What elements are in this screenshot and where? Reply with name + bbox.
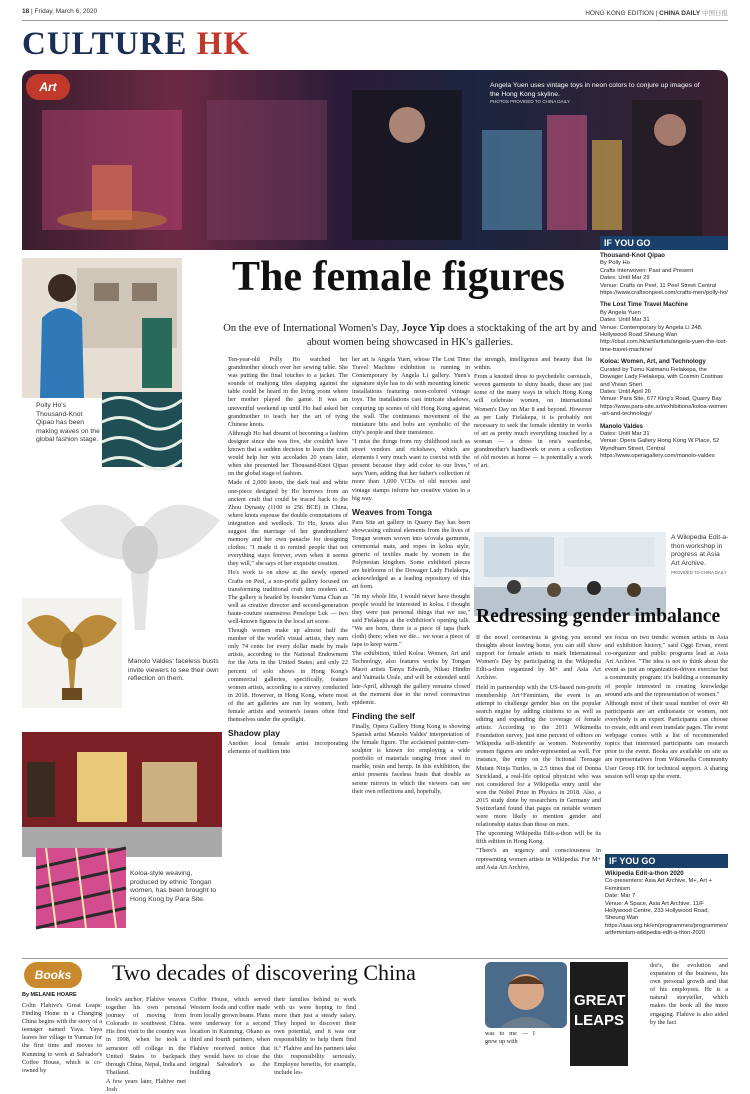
para: From a knotted dress to psychedelic carousels, woven garments to shiny heads, these are just some of the many ways in which Hong Kong will celebrate women, on International Women's Day on Mar 8 and beyond. However as per Lady Fielakepa, it is probably not necessary to seek the female identity in works of art as pretty much everything touched by a woman — a dress in one's wardrobe, grandmother's handiwork or even a collection of old movies at home — is potentially a work of art. [474, 373, 592, 470]
para: book's anchor, Flahive weaves together his own personal journey of moving from Colorado to southwest China. His first visit to the country was in 1998, when he took a semester off college in the United States to backpack through China, Nepal, India and Thailand. [106, 996, 186, 1076]
if-you-go-header: IF YOU GO [600, 236, 728, 250]
gender-col-2 [605, 634, 728, 848]
qipao-pattern [102, 392, 182, 467]
para: Made of 2,000 knots, the dark teal and white one-piece designed by Ho borrows from an ancient craft that could be traced back to the Zhou Dynasty (1100 to 256 BCE) in China, where knots espouse the double connotations of integration and wedlock. To Ho, knots also suggest the marriage of her grandmothers' memory and her own panache for designing clothes: "I made it to remind people that not everything stays forever, even when it seems they will," she says of her exquisite creation. [228, 479, 348, 568]
if-you-go-item: Wikipedia Edit-a-thon 2020 Co-presenters: Asia Art Archive, M+, Art + Feminism Date: Mar 7 Venue: A Space, Asia Art Archive, 11/F Hollywood Centre, 233 Hollywood Road, Sheung Wan https://aaa.org.hk/en/programmes/programmes/artfeminism-wikipedia-edit-a-thon-2020 [605, 870, 728, 937]
para: dor's, the evolution and expansion of the business, his own personal growth and that of his employees. He is a natural storyteller, which makes the book all the more engaging. Flahive is also aided by the fact [650, 962, 728, 1026]
article-headline: The female figures [232, 254, 565, 300]
item-link[interactable]: https://www.para-site.art/exhibitions/koloa-women-art-and-technology/ [600, 403, 728, 418]
paper-name: CHINA DAILY [659, 10, 701, 17]
masthead: 18 | Friday, March 6, 2020 HONG KONG EDITION | CHINA DAILY 中国日报 [22, 8, 728, 17]
caption-valdes: Manolo Valdes' faceless busts invite viewers to see their own reflection on them. [128, 658, 219, 682]
book-cover-title-2: LEAPS [574, 1012, 625, 1029]
gold-bust-illustration [22, 598, 122, 708]
section-accent: HK [196, 26, 250, 62]
books-col-2 [106, 996, 186, 1094]
para: "There's an urgency and consciousness in representing women artists in Wikipedia. For M+ and Asia Art Archive, [476, 847, 601, 871]
gold-bust-photo [22, 598, 122, 708]
author-photo [485, 962, 567, 1028]
deck-author: Joyce Yip [401, 323, 446, 334]
hero-photo [22, 70, 728, 250]
para: Although Ho had dreamt of becoming a fashion designer since she was five, she couldn't have known that a sudden decision to learn the craft would help her win accolades 20 years later, when she presented her Thousand-Knot Qipao on the global stage of fashion. [228, 429, 348, 478]
polly-ho-illustration [22, 258, 182, 398]
books-headline: Two decades of discovering China [112, 960, 416, 985]
koloa-gallery-photo [22, 732, 222, 857]
caption-koloa: Koloa-style weaving, produced by ethnic Tongan women, has been brought to Hong Kong by Para Site. [130, 870, 217, 903]
para: the strength, intelligence and beauty that lie within. [474, 356, 592, 372]
book-cover [570, 962, 628, 1066]
masthead-rule [22, 20, 728, 21]
section-title [22, 25, 250, 63]
para: Para Site art gallery in Quarry Bay has been showcasing cultural elements from the lives of Tongan women woven into ta'ovala garments, ceremonial mats, and ropes in koloa style, generic of textiles made by women in the Polynesian kingdom. Some exhibited pieces are heirlooms of the Dowager Lady Fielakepa, acknowledged as a leading repository of this art form. [352, 518, 470, 591]
para: Ho's work is on show at the newly opened Crafts on Peel, a non-profit gallery focused on transforming traditional craft into modern art. The gallery is headed by founder Yama Chan as well as creative director and second-generation haute-couture seamstress Penelope Luk — two well-known figures in the local art scene. [228, 569, 348, 625]
para: their families behind to work with us were hoping to find more than just a steady salary. They hoped to discover their own potential, and it was our responsibility to help them find it." Flahive and his partners take this responsibility seriously. Employee benefits, for example, include les- [274, 996, 356, 1076]
if-you-go-box-1 [600, 236, 728, 250]
para: we focus on two trends: women artists in Asia and exhibition history," said Oggi Ervan, event co-organizer and public programs lead at Asia Art Archive. "The idea is not to think about the event as just an organization-driven exercise but a community program: it's building a community of people interested in creating knowledge around arts and the representation of women." [605, 634, 728, 698]
art-badge [26, 74, 70, 100]
paper-name-cn: 中国日报 [702, 10, 728, 17]
books-col-6 [650, 962, 728, 1073]
editathon-credit: PROVIDED TO CHINA DAILY [671, 570, 727, 575]
books-col-5 [485, 1030, 535, 1073]
item-link[interactable]: http://cbal.com.hk/art/artists/angela-yuen-the-lost-time-travel-machine/ [600, 339, 728, 353]
para: "In my whole life, I would never have thought people would be interested in koloa. I thought they were just personal things that we use," said Fielakepa at the exhibition's opening talk. "We are born, there is a piece of tapa (bark cloth) there; when we die... we wear a piece of tapa to keep warm." [352, 592, 470, 649]
para: Although most of their usual number of over 40 participants are art enthusiasts or women, not everybody is an expert. Participants can choose to create, edit and even translate pages. The event webpage comes with a list of recommended topics that interested participants can research prior to the event. Books are available on site as are representatives from Wikimedia Community User Group HK for technical support. A sharing session will wrap up the event. [605, 699, 728, 780]
if-you-go-header: IF YOU GO [605, 854, 728, 868]
article-col-2 [352, 356, 470, 956]
article-deck [222, 322, 598, 349]
item-link[interactable]: https://www.craftsonpeel.com/crafts-men/polly-ho/ [600, 290, 728, 297]
subhead-shadow-play: Shadow play [228, 728, 280, 739]
edition-label: HONG KONG EDITION [585, 10, 654, 17]
koloa-weave-pattern [36, 848, 126, 928]
editathon-caption: A Wikipedia Edit-a-thon workshop in progress at Asia Art Archive. [671, 534, 729, 567]
para: Colin Flahive's Great Leaps: Finding Home in a Changing China begins with the story of a teenager named Yaya. Yaya leaves her village in Yunnan for the first time and moves to Kunming to work at Salvador's Coffee House, which is co-owned by [22, 1002, 102, 1074]
para: Held in partnership with the US-based non-profit membership Art+Feminism, the event is an attempt to challenge gender bias on the popular search engine by adding citations to as well as editing and expanding the coverage of female artists. According to the 2011 Wikimedia Foundation survey, just nine percent of editors on Wikipedia self-identify as women. Noteworthy women figures are under-represented as well. For instance, the entry on the fictional Teenage Mutant Ninja Turtles, is 2.5 times that of Donna Strickland, a real-life optical physicist who was not considered for a Wikipedia entry until she won the Nobel Prize in Physics in 2018. Also, a 2015 study done by researchers in Germany and Switzerland found that pages on notable women were more likely to mention gender and relationship status than those on men. [476, 683, 601, 829]
hero-caption-block [490, 82, 700, 104]
item-title: Koloa: Women, Art, and Technology [600, 358, 706, 366]
item-link[interactable]: https://www.operagallery.com/manolo-valdes [600, 453, 715, 460]
item-title: Thousand-Knot Qipao [600, 252, 665, 259]
subhead-finding-self: Finding the self [352, 710, 415, 721]
if-you-go-item: Koloa: Women, Art, and Technology Curated by Tumu Kaimanu Fielakepa, the Dowager Lady Fielakepa, with Cosmin Costinas and Vivian Sheri Dates: Until April 26 Venue: Para Site, 677 King's Road, Quarry Bay https://www.para-site.art/exhibitions/koloa-women-art-and-technology/ [600, 358, 728, 418]
item-title: Manolo Valdes [600, 422, 643, 430]
para: her art is Angela Yuen, whose The Lost Time Travel Machine exhibition is running in Contemporary by Angela Li gallery. Yuen's signature style has to do with mounting kinetic installations featuring neon-colored vintage toys. The installations cast intricate shadows, conjuring up scenes of old Hong Kong against the wall. The continuous movement of the miniature bits and bobs are symbolic of the city's people and their transience. [352, 356, 470, 436]
hero-caption: Angela Yuen uses vintage toys in neon colors to conjure up images of the Hong Kong skyline. [490, 82, 700, 98]
page-number: 18 [22, 8, 30, 15]
item-link[interactable]: https://aaa.org.hk/en/programmes/programmes/artfeminism-wikipedia-edit-a-thon-2020 [605, 922, 728, 937]
para: If the novel coronavirus is giving you second thoughts about leaving home, you can still show support for female artists to mark International Women's Day by participating in the Wikipedia Edit-a-thon organized by M+ and Asia Art Archive. [476, 634, 601, 682]
books-col-1 [22, 1002, 102, 1073]
issue-date: Friday, March 6, 2020 [34, 8, 98, 15]
para: was to me — I grew up with [485, 1030, 535, 1046]
koloa-weave-photo [36, 848, 126, 928]
if-you-go-item: Manolo Valdes Dates: Until Mar 31 Venue: Opera Gallery Hong Kong W Place, 52 Wyndham Street, Central https://www.operagallery.com/manolo-valdes [600, 422, 720, 460]
section-name: CULTURE [22, 26, 188, 62]
para: Coffee House, which served Western foods and coffee made from locally grown beans. Plans were underway for a second location in Kunming. Okano as third and fourth partners, when Flahive received notice that they would have to close the original Salvador's as the building [190, 996, 270, 1076]
if-you-go-item: Thousand-Knot Qipao By Polly Ho Crafts Interwoven: Past and Present Dates: Until Mar 29 Venue: Crafts on Peel, 11 Peel Street Central https://www.craftsonpeel.com/crafts-men/polly-ho/ [600, 252, 728, 297]
para: Another local female artist incorporating elements of tradition into [228, 740, 348, 756]
books-col-3 [190, 996, 270, 1076]
if-you-go-box-2 [605, 854, 728, 954]
para: Though women make up almost half the number of the world's visual artists, they earn only 74 cents for every dollar made by male artists, according to the National Endowment for the Arts in the United States; and only 22 percent of solo shows in Hong Kong's commercial galleries, specifically, feature women artists, according to a survey conducted in 2018. However, in Hong Kong, where most of the art galleries are run by women, both female artists and women's issues often find themselves under the spotlight. [228, 627, 348, 724]
para: Ten-year-old Polly Ho watched her grandmother slouch over her sewing table. She was putting the final touches to a jacket. The sounds of mahjong tiles slapping against the table could be heard in the living room where her mother played the game. It was an uneventful weekend up until Ho had asked her grandmother to teach her the art of tying Chinese knots. [228, 356, 348, 428]
books-col-4 [274, 996, 356, 1076]
author-illustration [485, 962, 567, 1028]
deck-post: does a stocktaking of the art by and about women being showcased in HK's galleries. [306, 323, 597, 348]
books-badge-label: Books [34, 968, 72, 982]
books-byline: By MELANIE HOARE [22, 992, 77, 998]
para: A few years later, Flahive met Josh [106, 1077, 186, 1094]
if-you-go-item: The Lost Time Travel Machine By Angela Yuen Dates: Until Mar 31 Venue: Contemporary by Angela Li 248, Hollywood Road Sheung Wan http://cbal.com.hk/art/artists/angela-yuen-the-lost-time-travel-machine/ [600, 301, 728, 353]
article-col-3 [474, 356, 592, 516]
editathon-caption-block [671, 534, 729, 575]
para: The exhibition, titled Koloa: Women, Art and Technology, also features works by Tongan Maori artists Tanya Edwards, Nikau Hindin and Vaimaila Urale, and will be extended until late-April, although the gallery remains closed at the moment due to the novel coronavirus epidemic. [352, 650, 470, 706]
para: The upcoming Wikipedia Edit-a-thon will be its fifth edition in Hong Kong. [476, 830, 601, 846]
gender-headline: Redressing gender imbalance [476, 606, 721, 627]
art-badge-label: Art [39, 80, 57, 94]
qipao-photo [102, 392, 182, 467]
subhead-weaves-tonga: Weaves from Tonga [352, 506, 432, 517]
koloa-gallery-illustration [22, 732, 222, 857]
books-badge [24, 962, 82, 988]
para: Finally, Opera Gallery Hong Kong is showing Spanish artist Manolo Valdes' interpretation of the female figure. The acclaimed painter-cum-sculptor is known for employing a wide portfolio of materials ranging from steel to marble, resin and hemp. In this exhibition, the artist presents faceless busts that double as serene mirrors in which the viewers can see their own reflections and, hopefully, [352, 722, 470, 795]
item-title: Wikipedia Edit-a-thon 2020 [605, 870, 684, 877]
if-you-go-list-1 [600, 250, 728, 525]
item-title: The Lost Time Travel Machine [600, 301, 688, 309]
deck-pre: On the eve of International Women's Day, [223, 323, 402, 334]
polly-ho-photo [22, 258, 182, 398]
book-cover-title-1: GREAT [574, 992, 626, 1009]
gender-col-1 [476, 634, 601, 956]
hero-credit: PHOTOS PROVIDED TO CHINA DAILY [490, 99, 570, 104]
article-col-1 [228, 356, 348, 956]
caption-polly: Polly Ho's Thousand-Knot Qipao has been making waves on the global fashion stage. [36, 402, 100, 443]
para: "I miss the things from my childhood such as street vendors and rickshaws, which are elements I very much want to coexist with the present because they add color to our lives," says Yuen, adding that her father's collection of more than 1,000 VCDs of old movies and vintage stamps inform her creative vision in a big way. [352, 437, 470, 502]
